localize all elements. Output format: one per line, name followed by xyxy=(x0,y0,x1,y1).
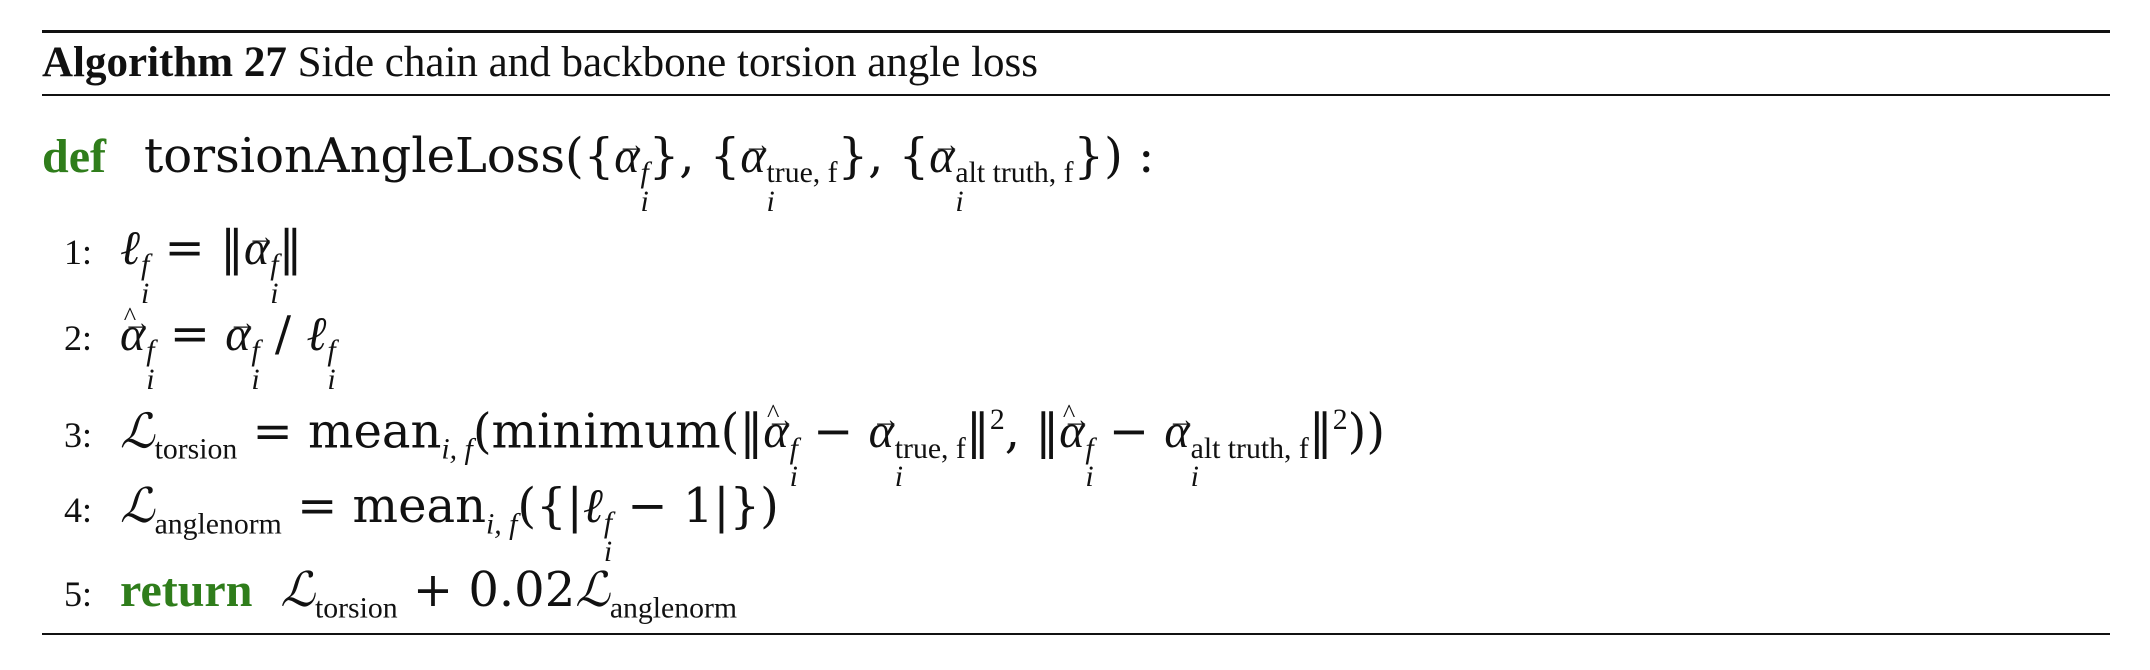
algorithm-line-3: 3: ℒ$_{torsion}$ = mean$_{i, f}$(minimum(‖→ α ^ f i − → α true, f i ‖$^2$, ‖→ α ^ f i − → α alt truth, f i ‖$^2$)) xyxy=(42,392,1385,491)
top-rule xyxy=(42,30,2110,33)
def-keyword: def xyxy=(42,130,106,183)
line-number: 1: xyxy=(63,232,92,272)
line-number: 2: xyxy=(63,318,92,358)
mean-sub: i, f xyxy=(441,432,473,466)
algorithm-line-2: 2:→ α ^ f i = → α f i / ℓ f i xyxy=(42,306,336,394)
algorithm-line-4: 4: ℒ$_{anglenorm}$ = mean$_{i, f}$({|ℓ f i − 1|}) xyxy=(42,478,779,566)
sig-arg3-sub: i xyxy=(955,184,964,218)
minimum-func: minimum xyxy=(491,403,721,460)
algorithm-title: Side chain and backbone torsion angle loss xyxy=(297,39,1038,86)
line-number: 3: xyxy=(63,415,92,456)
sig-arg2-sup: true, f xyxy=(766,156,838,190)
loss-torsion-sub: torsion xyxy=(154,432,238,466)
caption-rule xyxy=(42,94,2110,96)
algorithm-line-5: 5: return ℒ$_{torsion}$ + 0.02ℒ$_{anglenorm}$ xyxy=(42,562,737,636)
algorithm-label: Algorithm 27 xyxy=(42,39,287,86)
line-number: 4: xyxy=(63,490,92,530)
sig-arg2-sub: i xyxy=(766,184,775,218)
return-sub-anglenorm: anglenorm xyxy=(609,591,738,625)
sig-arg3-sup: alt truth, f xyxy=(955,156,1074,190)
sig-arg1-sup: f xyxy=(640,156,649,190)
algorithm-caption xyxy=(42,38,1038,88)
function-name: torsionAngleLoss xyxy=(143,128,566,184)
sig-arg1-sub: i xyxy=(640,184,649,218)
function-signature: def torsionAngleLoss({→ α f i }, {→ α true, f i }, {→ α alt truth, f i }) : xyxy=(42,128,1154,216)
return-keyword: return xyxy=(120,564,253,617)
mean-sub: i, f xyxy=(486,507,518,541)
bottom-rule xyxy=(42,633,2110,635)
loss-anglenorm-sub: anglenorm xyxy=(154,507,282,541)
return-sub-torsion: torsion xyxy=(315,591,398,625)
line-number: 5: xyxy=(63,574,92,614)
algorithm-line-1: 1: ℓ f i = ‖→ α f i ‖ xyxy=(42,220,302,308)
anglenorm-coef: 0.02 xyxy=(468,562,576,618)
